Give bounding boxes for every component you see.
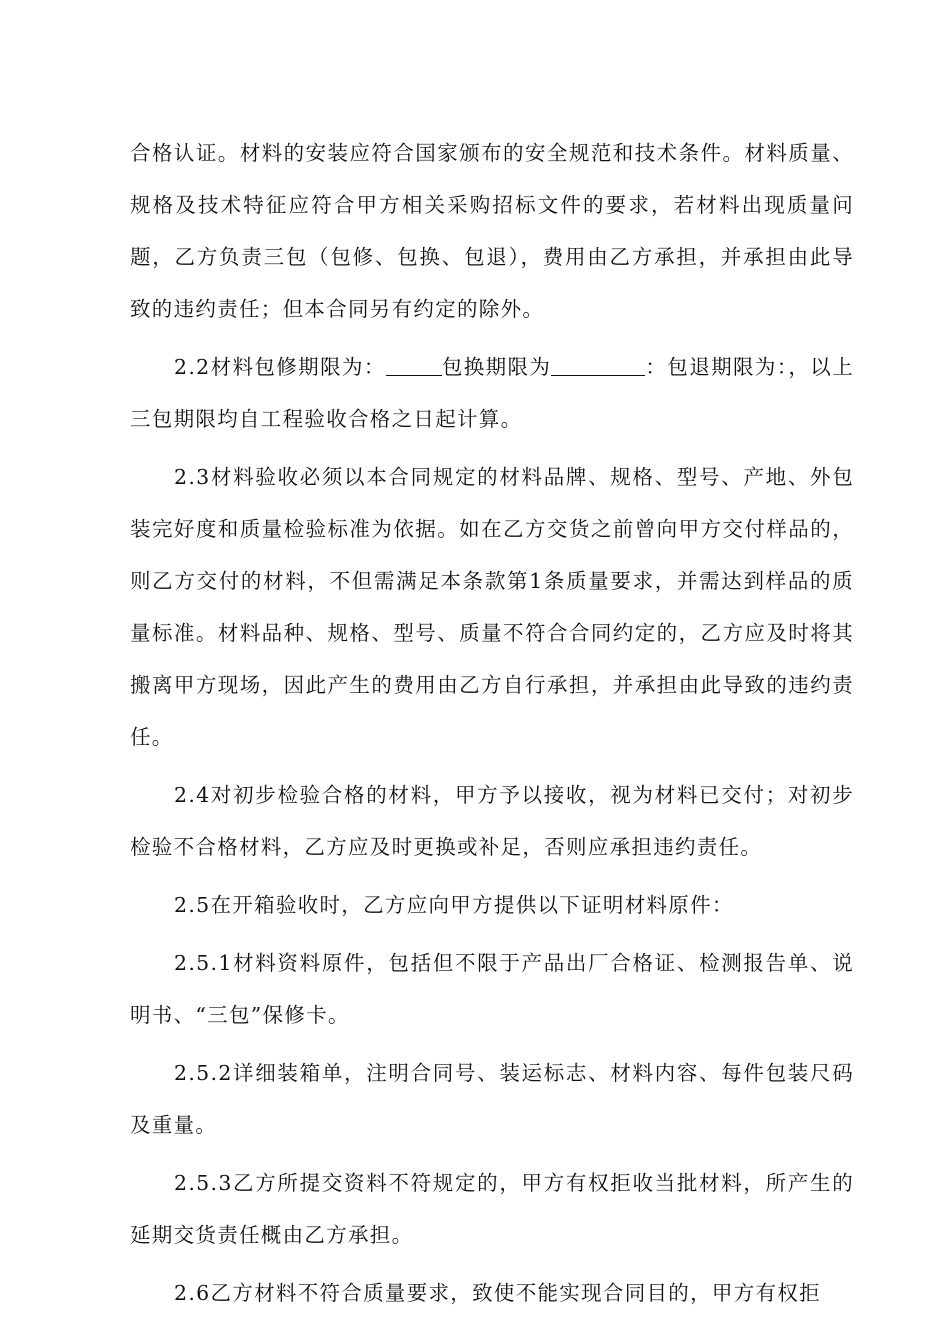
exchange-period-blank: [551, 355, 645, 377]
warranty-repair-label: 2.2材料包修期限为：: [174, 355, 386, 379]
paragraph-2-5-3-rejection: 2.5.3乙方所提交资料不符规定的，甲方有权拒收当批材料，所产生的延期交货责任概由乙方承担。: [130, 1171, 854, 1247]
repair-period-blank: [386, 355, 442, 377]
paragraph-2-5-2-packing-list: 2.5.2详细装箱单，注明合同号、装运标志、材料内容、每件包装尺码及重量。: [130, 1061, 854, 1137]
paragraph-2-4-initial-inspection: 2.4对初步检验合格的材料，甲方予以接收，视为材料已交付；对初步检验不合格材料，乙方应及时更换或补足，否则应承担违约责任。: [130, 783, 854, 859]
paragraph-2-3-acceptance: 2.3材料验收必须以本合同规定的材料品牌、规格、型号、产地、外包装完好度和质量检验标准为依据。如在乙方交货之前曾向甲方交付样品的，则乙方交付的材料，不但需满足本条款第1条质量要求，并需达到样品的质量标准。材料品种、规格、型号、质量不符合合同约定的，乙方应及时将其搬离甲方现场，因此产生的费用由乙方自行承担，并承担由此导致的违约责任。: [130, 465, 854, 749]
paragraph-2-6-nonconformance: 2.6乙方材料不符合质量要求，致使不能实现合同目的，甲方有权拒: [174, 1281, 821, 1305]
warranty-return-label: ：包退期限为：，以上三包期限均自工程验收合格之日起计算。: [130, 355, 854, 431]
contract-body: [130, 127, 854, 1325]
warranty-exchange-label: 包换期限为: [441, 355, 552, 379]
paragraph-2-5-unpacking: 2.5在开箱验收时，乙方应向甲方提供以下证明材料原件：: [174, 893, 734, 917]
paragraph-2-2-warranty-period: [130, 341, 854, 445]
paragraph-2-5-1-documents: 2.5.1材料资料原件，包括但不限于产品出厂合格证、检测报告单、说明书、“三包”保修卡。: [130, 951, 854, 1027]
paragraph-quality-certification: 合格认证。材料的安装应符合国家颁布的安全规范和技术条件。材料质量、规格及技术特征应符合甲方相关采购招标文件的要求，若材料出现质量问题，乙方负责三包（包修、包换、包退），费用由乙方承担，并承担由此导致的违约责任；但本合同另有约定的除外。: [130, 141, 854, 321]
